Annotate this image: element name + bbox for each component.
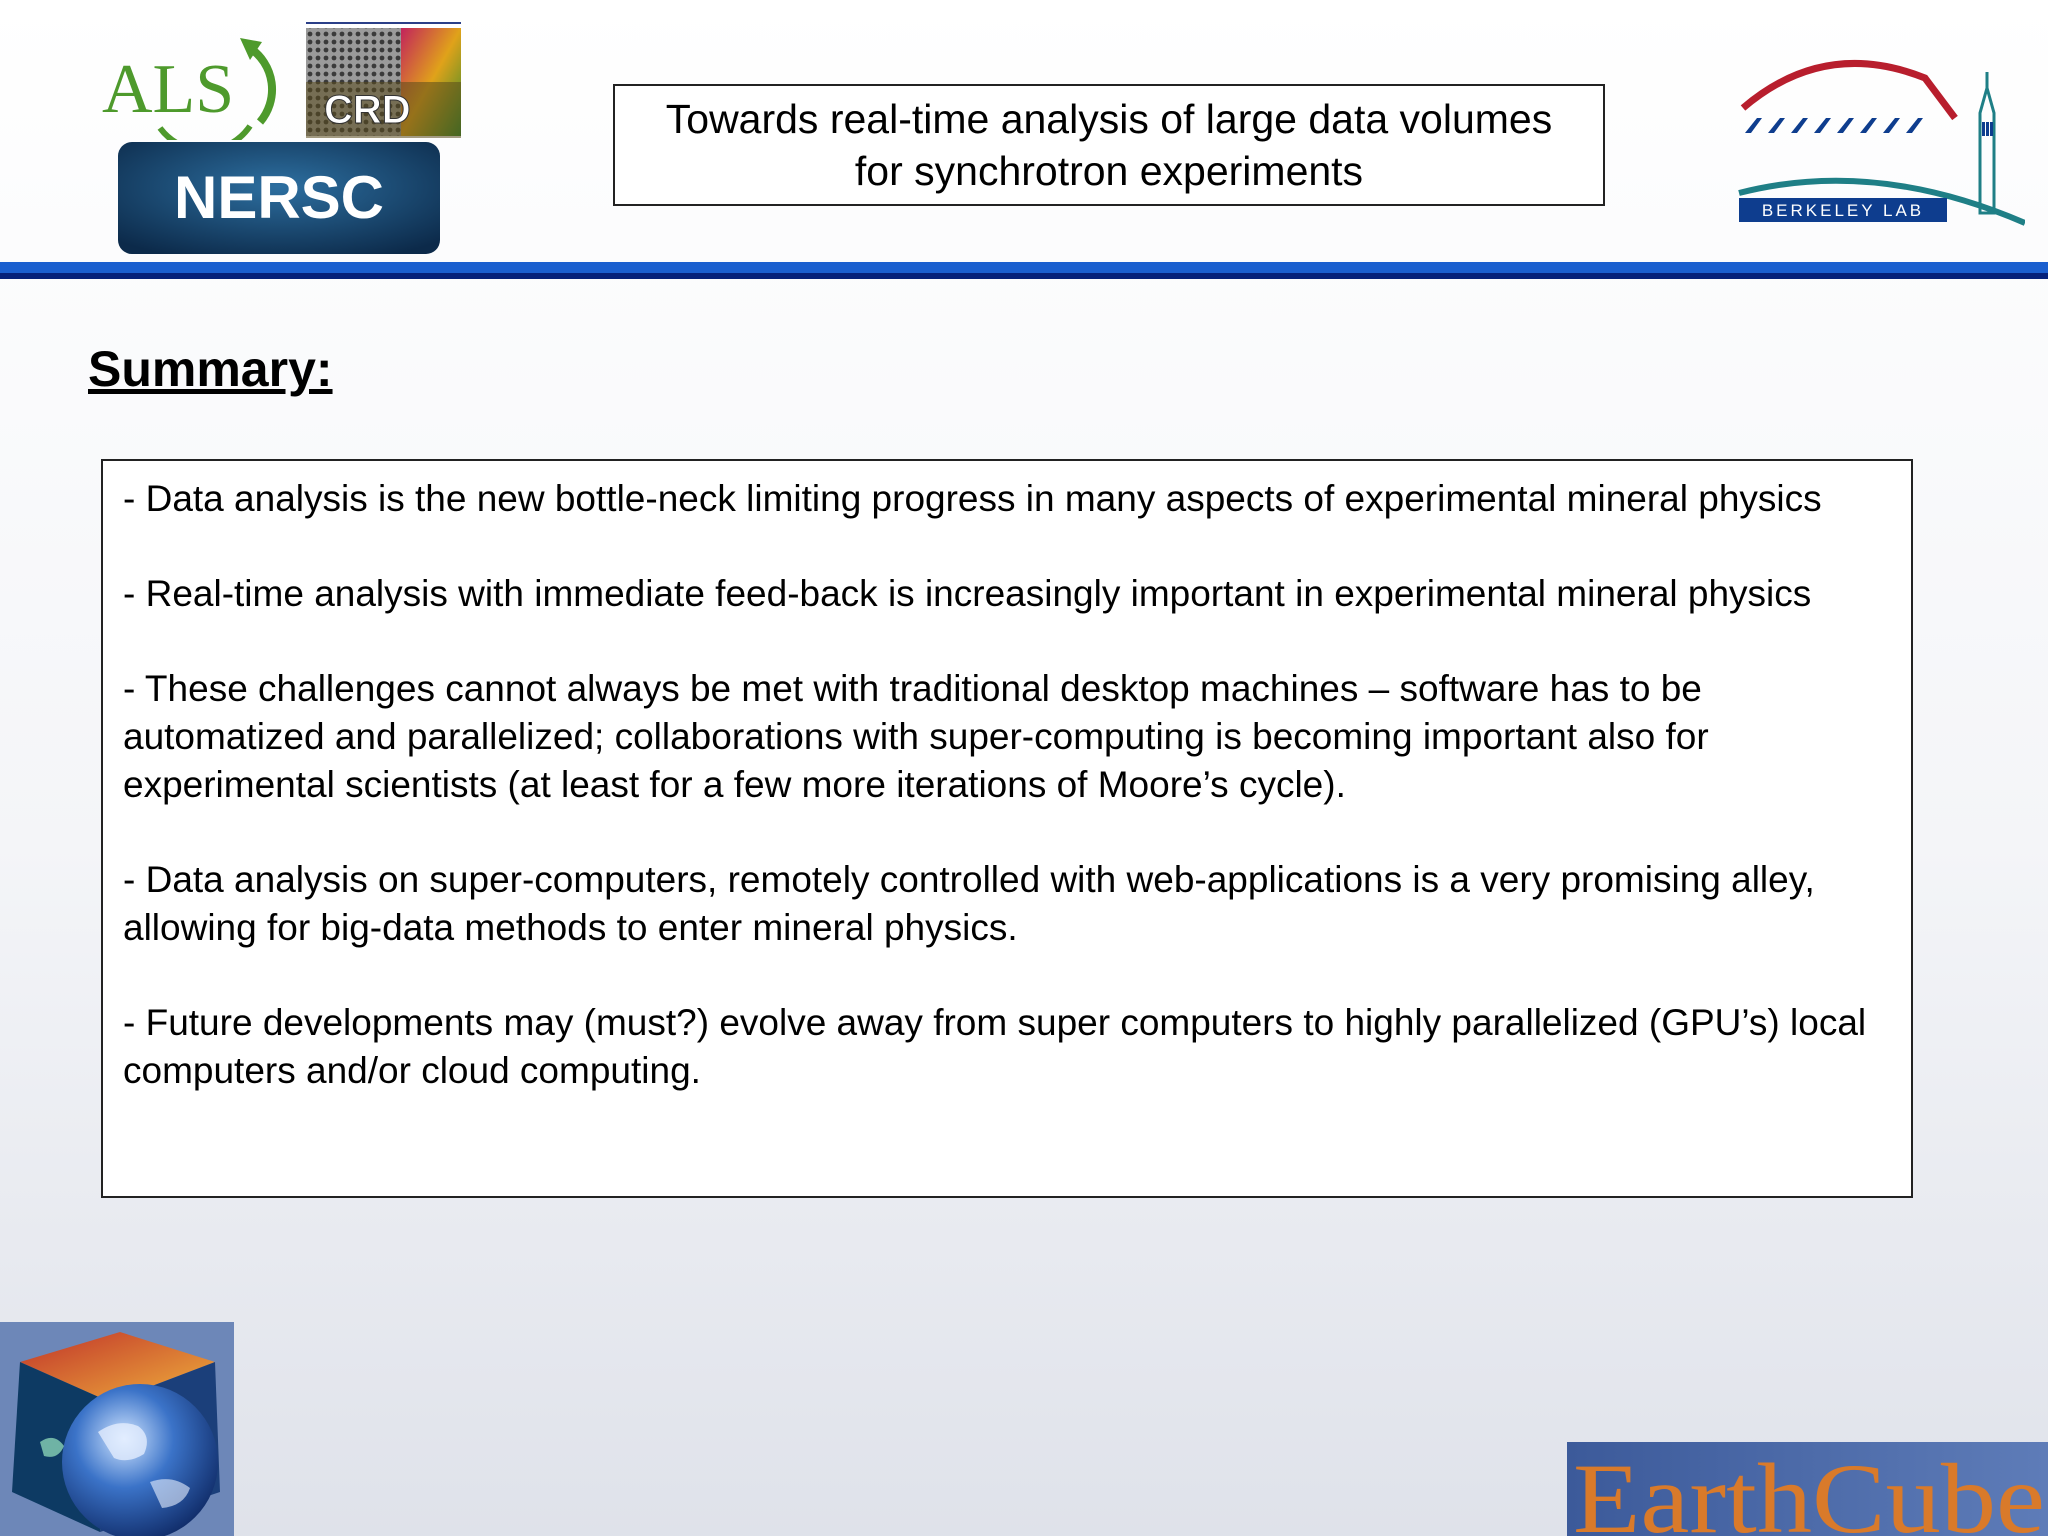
crd-logo [306,22,461,138]
header-rule-navy [0,273,2048,279]
svg-text:EarthCube: EarthCube [1573,1443,2045,1536]
header-rule-blue [0,262,2048,273]
summary-bullet: - Future developments may (must?) evolve away from super computers to highly parallelized (GPU’s) local computers and/or cloud computing. [123,1002,1867,1091]
berkeley-lab-logo [1735,48,2025,230]
nersc-logo [118,142,440,254]
summary-bullet: - Data analysis is the new bottle-neck limiting progress in many aspects of experimental mineral physics [123,478,1822,519]
summary-bullet: - These challenges cannot always be met with traditional desktop machines – software has to be automatized and parallelized; collaborations with super-computing is becoming important also for experimental scientists (at least for a few more iterations of Moore’s cycle). [123,668,1709,805]
summary-heading: Summary: [88,341,333,397]
earthcube-logo [1567,1442,2048,1536]
slide-title: Towards real-time analysis of large data volumes for synchrotron experiments [665,96,1553,194]
svg-text:ALS: ALS [102,51,235,128]
summary-box [101,459,1913,1198]
summary-bullet: - Real-time analysis with immediate feed-back is increasingly important in experimental mineral physics [123,573,1812,614]
svg-text:CRD: CRD [324,88,411,132]
summary-bullet: - Data analysis on super-computers, remotely controlled with web-applications is a very promising alley, allowing for big-data methods to enter mineral physics. [123,859,1815,948]
als-logo [100,30,290,140]
svg-text:NERSC: NERSC [173,164,385,231]
title-box [613,84,1605,206]
svg-text:BERKELEY LAB: BERKELEY LAB [1761,201,1925,220]
earth-cube-image [0,1322,234,1536]
